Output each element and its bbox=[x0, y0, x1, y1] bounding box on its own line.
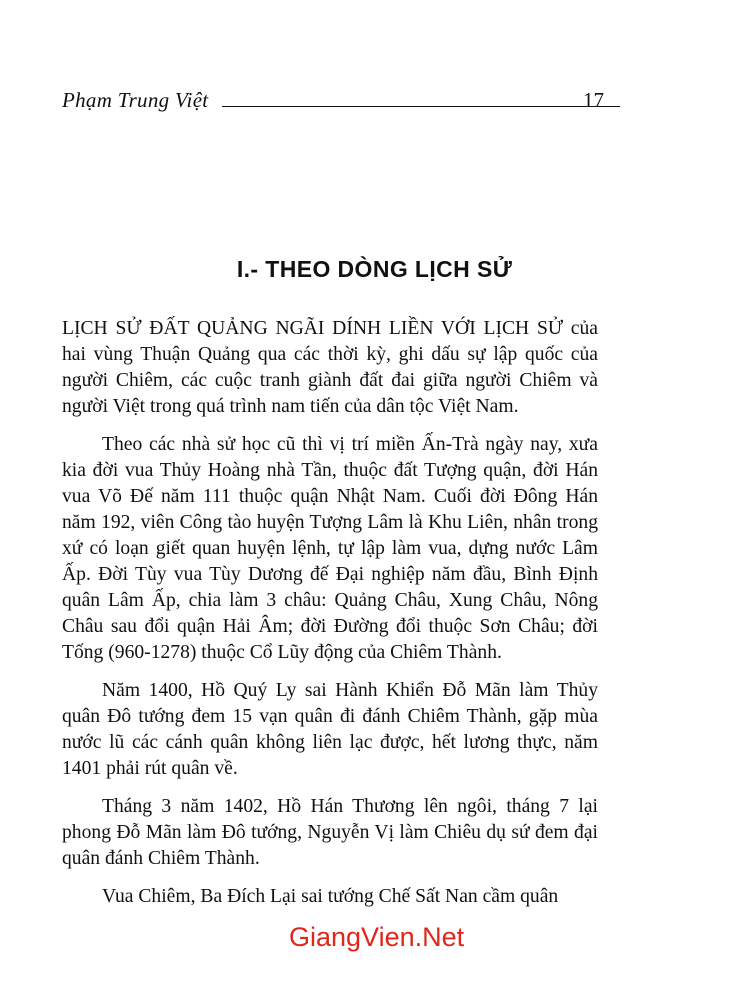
watermark: GiangVien.Net bbox=[289, 922, 465, 952]
paragraph-2: Theo các nhà sử học cũ thì vị trí miền Ấn-Trà ngày nay, xưa kia đời vua Thủy Hoàng nhà Tần, thuộc đất Tượng quận, đời Hán vua Võ Đế năm 111 thuộc quận Nhật Nam. Cuối đời Đông Hán năm 192, viên Công tào huyện Tượng Lâm là Khu Liên, nhân trong xứ có loạn giết quan huyện lệnh, tự lập làm vua, dựng nước Lâm Ấp. Đời Tùy vua Tùy Dương đế Đại nghiệp năm đầu, Bình Định quân Lâm Ấp, chia làm 3 châu: Quảng Châu, Xung Châu, Nông Châu sau đổi quận Hải Âm; đời Đường đổi thuộc Sơn Châu; đời Tống (960-1278) thuộc Cổ Lũy động của Chiêm Thành. bbox=[62, 434, 598, 663]
paragraph-lead: LỊCH SỬ ĐẤT QUẢNG NGÃI DÍNH LIỀN VỚI LỊCH SỬ bbox=[62, 318, 564, 339]
section-title: I.- THEO DÒNG LỊCH SỬ bbox=[236, 256, 513, 282]
page-number: 17 bbox=[583, 88, 604, 112]
body-text bbox=[62, 316, 598, 922]
header-rule bbox=[222, 106, 620, 107]
paragraph-1-text: của hai vùng Thuận Quảng qua các thời kỳ, ghi dấu sự lập quốc của người Chiêm, các cuộc tranh giành đất đai giữa người Chiêm và người Việt trong quá trình nam tiến của dân tộc Việt Nam. bbox=[62, 318, 598, 417]
paragraph-5: Vua Chiêm, Ba Đích Lại sai tướng Chế Sất Nan cầm quân bbox=[102, 886, 559, 907]
running-header bbox=[62, 88, 604, 118]
paragraph-3: Năm 1400, Hồ Quý Ly sai Hành Khiển Đỗ Mãn làm Thủy quân Đô tướng đem 15 vạn quân đi đánh Chiêm Thành, gặp mùa nước lũ các cánh quân không liên lạc được, hết lương thực, năm 1401 phải rút quân về. bbox=[62, 680, 598, 779]
paragraph-4: Tháng 3 năm 1402, Hồ Hán Thương lên ngôi, tháng 7 lại phong Đỗ Mãn làm Đô tướng, Nguyễn Vị làm Chiêu dụ sứ đem đại quân đánh Chiêm Thành. bbox=[62, 796, 598, 869]
header-author: Phạm Trung Việt bbox=[62, 88, 209, 112]
paragraph-1 bbox=[62, 316, 598, 420]
